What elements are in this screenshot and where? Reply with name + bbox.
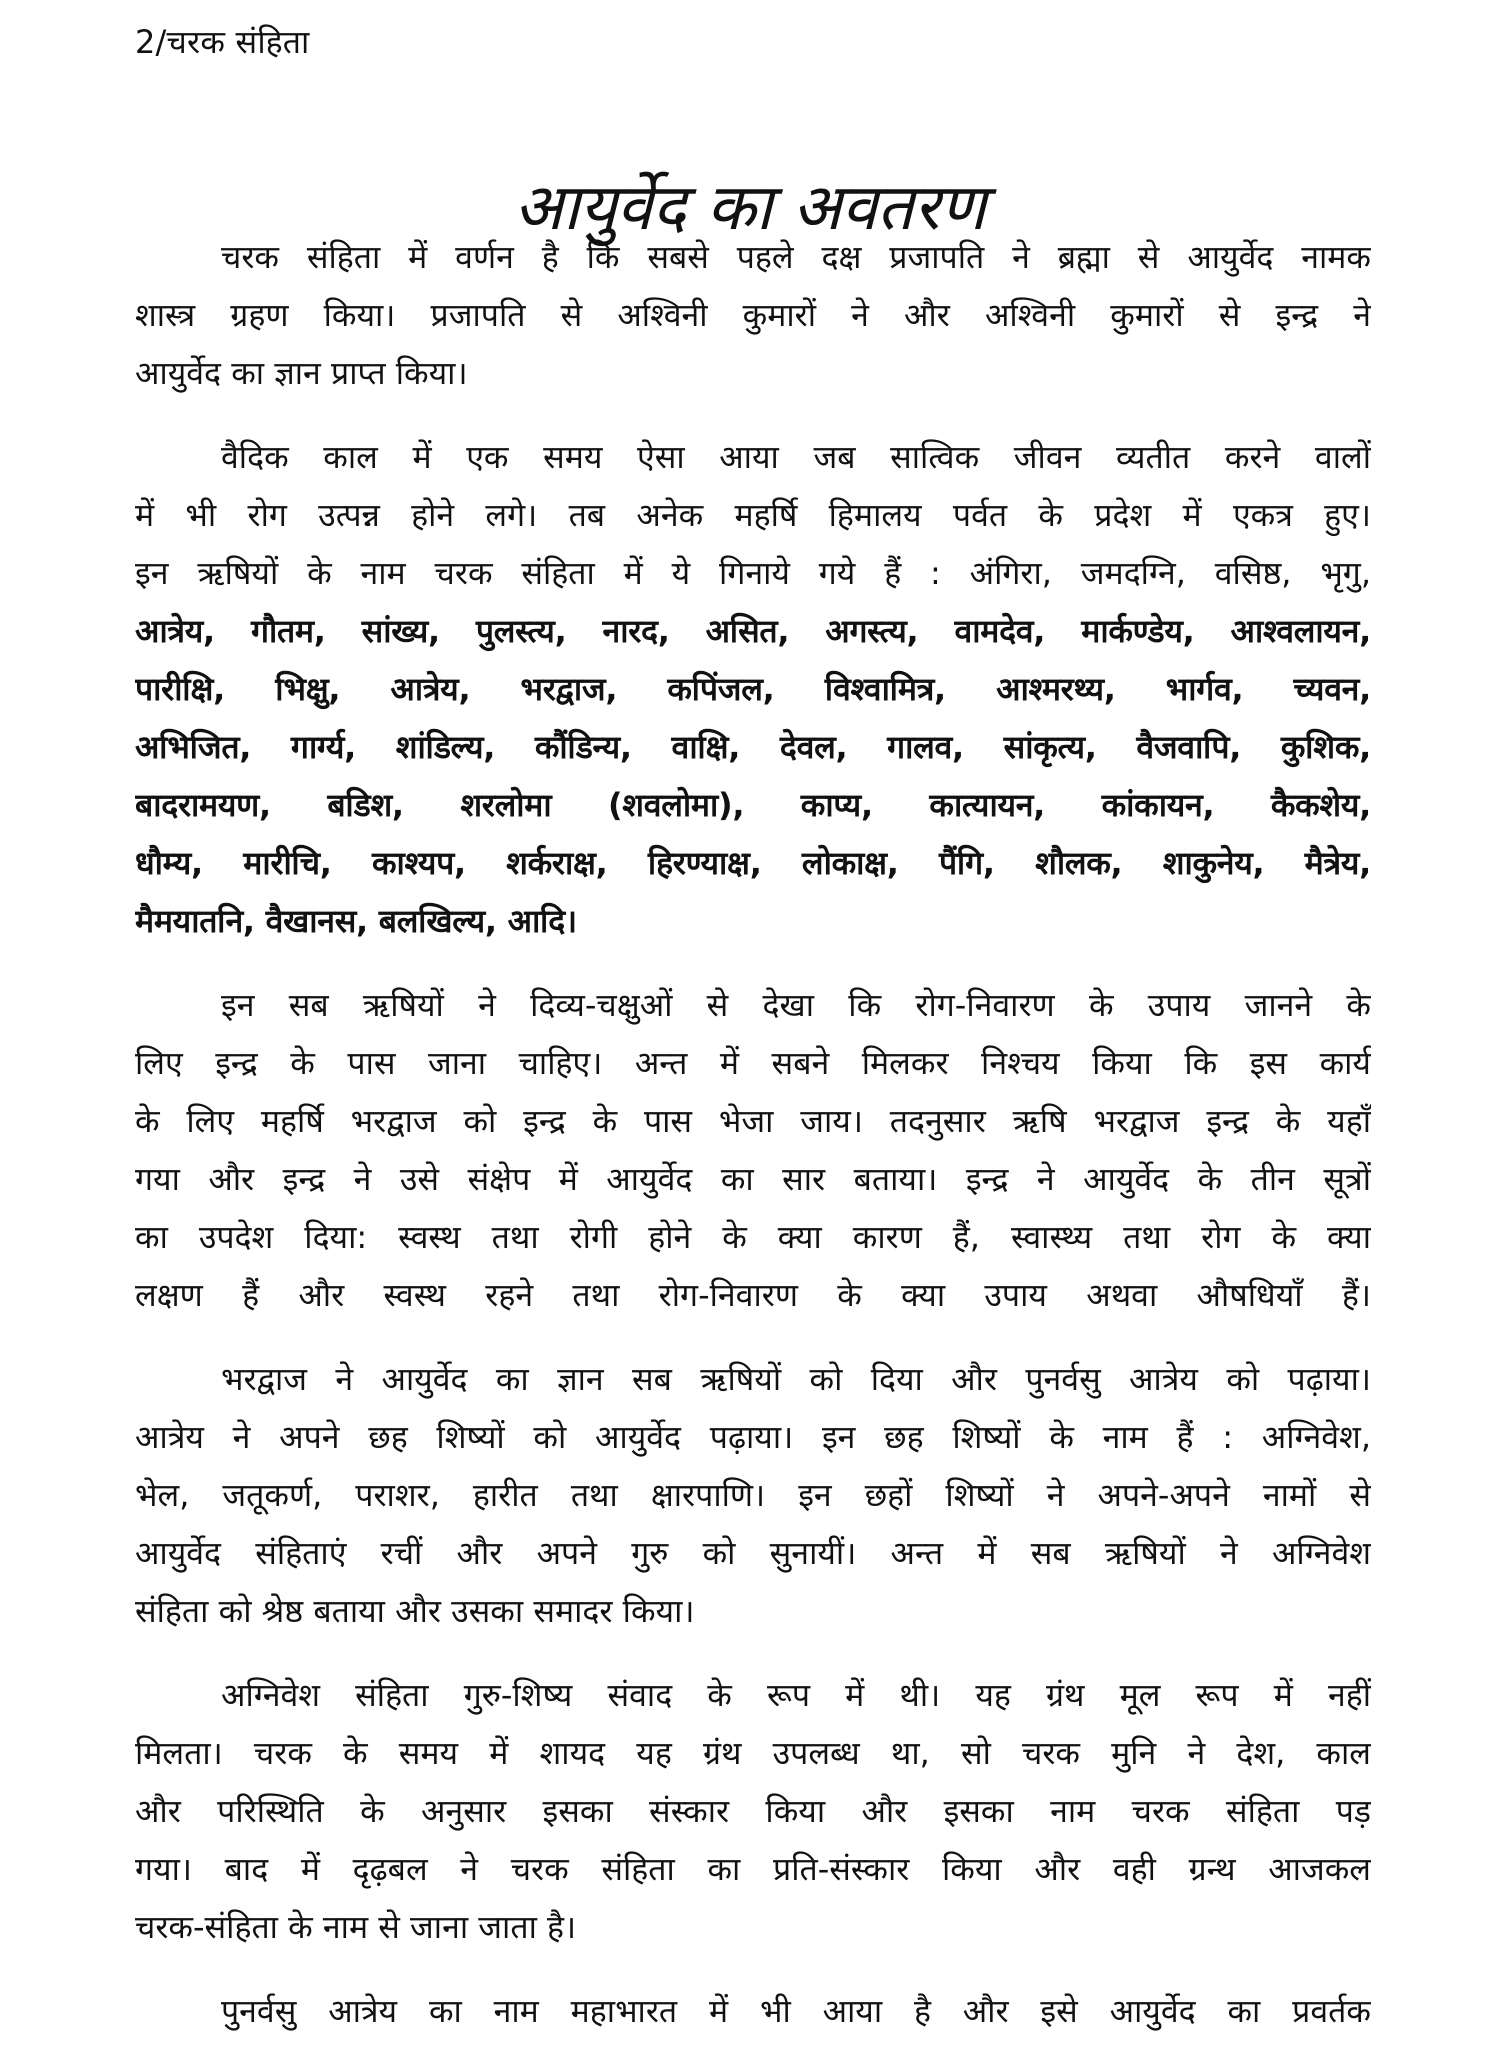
text-line: चरक-संहिता के नाम से जाना जाता है।	[135, 1908, 577, 1946]
text-line: का उपदेश दिया: स्वस्थ तथा रोगी होने के क्या कारण हैं, स्वास्थ्य तथा रोग के क्या	[135, 1218, 1371, 1256]
text-line: वैदिक काल में एक समय ऐसा आया जब सात्विक जीवन व्यतीत करने वालों	[221, 438, 1371, 476]
text-line: आत्रेय ने अपने छह शिष्यों को आयुर्वेद पढ़ाया। इन छह शिष्यों के नाम हैं : अग्निवेश,	[135, 1418, 1371, 1456]
text-line: आयुर्वेद संहिताएं रचीं और अपने गुरु को सुनायीं। अन्त में सब ऋषियों ने अग्निवेश	[135, 1534, 1371, 1572]
text-line: भेल, जतूकर्ण, पराशर, हारीत तथा क्षारपाणि। इन छहों शिष्यों ने अपने-अपने नामों से	[135, 1476, 1371, 1514]
text-line: अग्निवेश संहिता गुरु-शिष्य संवाद के रूप में थी। यह ग्रंथ मूल रूप में नहीं	[221, 1676, 1371, 1714]
paragraph-4	[135, 1350, 1371, 1640]
text-line: पुनर्वसु आत्रेय का नाम महाभारत में भी आया है और इसे आयुर्वेद का प्रवर्तक	[221, 1992, 1371, 2030]
text-line: गया और इन्द्र ने उसे संक्षेप में आयुर्वेद का सार बताया। इन्द्र ने आयुर्वेद के तीन सूत्रों	[135, 1160, 1371, 1198]
text-line: लक्षण हैं और स्वस्थ रहने तथा रोग-निवारण के क्या उपाय अथवा औषधियाँ हैं।	[135, 1276, 1371, 1314]
text-line: बादरामयण, बडिश, शरलोमा (शवलोमा), काप्य, कात्यायन, कांकायन, कैकशेय,	[135, 786, 1371, 824]
paragraph-5	[135, 1666, 1371, 1956]
text-line: धौम्य, मारीचि, काश्यप, शर्कराक्ष, हिरण्याक्ष, लोकाक्ष, पैंगि, शौलक, शाकुनेय, मैत्रेय,	[135, 844, 1371, 882]
paragraph-6	[135, 1982, 1371, 2040]
text-line: गया। बाद में दृढ़बल ने चरक संहिता का प्रति-संस्कार किया और वही ग्रन्थ आजकल	[135, 1850, 1371, 1888]
text-line: भरद्वाज ने आयुर्वेद का ज्ञान सब ऋषियों को दिया और पुनर्वसु आत्रेय को पढ़ाया।	[221, 1360, 1371, 1398]
running-header: 2/चरक संहिता	[135, 23, 310, 61]
text-line: पारीक्षि, भिक्षु, आत्रेय, भरद्वाज, कपिंजल, विश्वामित्र, आश्मरथ्य, भार्गव, च्यवन,	[135, 670, 1371, 708]
text-line: मैमयातनि, वैखानस, बलखिल्य, आदि।	[135, 902, 577, 940]
text-line: चरक संहिता में वर्णन है कि सबसे पहले दक्ष प्रजापति ने ब्रह्मा से आयुर्वेद नामक	[221, 238, 1371, 276]
text-line: के लिए महर्षि भरद्वाज को इन्द्र के पास भेजा जाय। तदनुसार ऋषि भरद्वाज इन्द्र के यहाँ	[135, 1102, 1371, 1140]
text-line: आयुर्वेद का ज्ञान प्राप्त किया।	[135, 354, 468, 392]
text-line: मिलता। चरक के समय में शायद यह ग्रंथ उपलब्ध था, सो चरक मुनि ने देश, काल	[135, 1734, 1371, 1772]
text-line: और परिस्थिति के अनुसार इसका संस्कार किया और इसका नाम चरक संहिता पड़	[135, 1792, 1371, 1830]
paragraph-3	[135, 976, 1371, 1324]
text-line: अभिजित, गार्ग्य, शांडिल्य, कौंडिन्य, वाक्षि, देवल, गालव, सांकृत्य, वैजवापि, कुशिक,	[135, 728, 1371, 766]
text-line: आत्रेय, गौतम, सांख्य, पुलस्त्य, नारद, असित, अगस्त्य, वामदेव, मार्कण्डेय, आश्वलायन,	[135, 612, 1371, 650]
chapter-body	[135, 228, 1371, 2066]
paragraph-2	[135, 428, 1371, 950]
text-line: लिए इन्द्र के पास जाना चाहिए। अन्त में सबने मिलकर निश्चय किया कि इस कार्य	[135, 1044, 1371, 1082]
paragraph-1	[135, 228, 1371, 402]
text-line: इन ऋषियों के नाम चरक संहिता में ये गिनाये गये हैं : अंगिरा, जमदग्नि, वसिष्ठ, भृगु,	[135, 554, 1371, 592]
text-line: में भी रोग उत्पन्न होने लगे। तब अनेक महर्षि हिमालय पर्वत के प्रदेश में एकत्र हुए।	[135, 496, 1371, 534]
text-line: इन सब ऋषियों ने दिव्य-चक्षुओं से देखा कि रोग-निवारण के उपाय जानने के	[221, 986, 1371, 1024]
chapter-title: आयुर्वेद का अवतरण	[514, 170, 986, 245]
text-line: संहिता को श्रेष्ठ बताया और उसका समादर किया।	[135, 1592, 695, 1630]
text-line: शास्त्र ग्रहण किया। प्रजापति से अश्विनी कुमारों ने और अश्विनी कुमारों से इन्द्र ने	[135, 296, 1371, 334]
